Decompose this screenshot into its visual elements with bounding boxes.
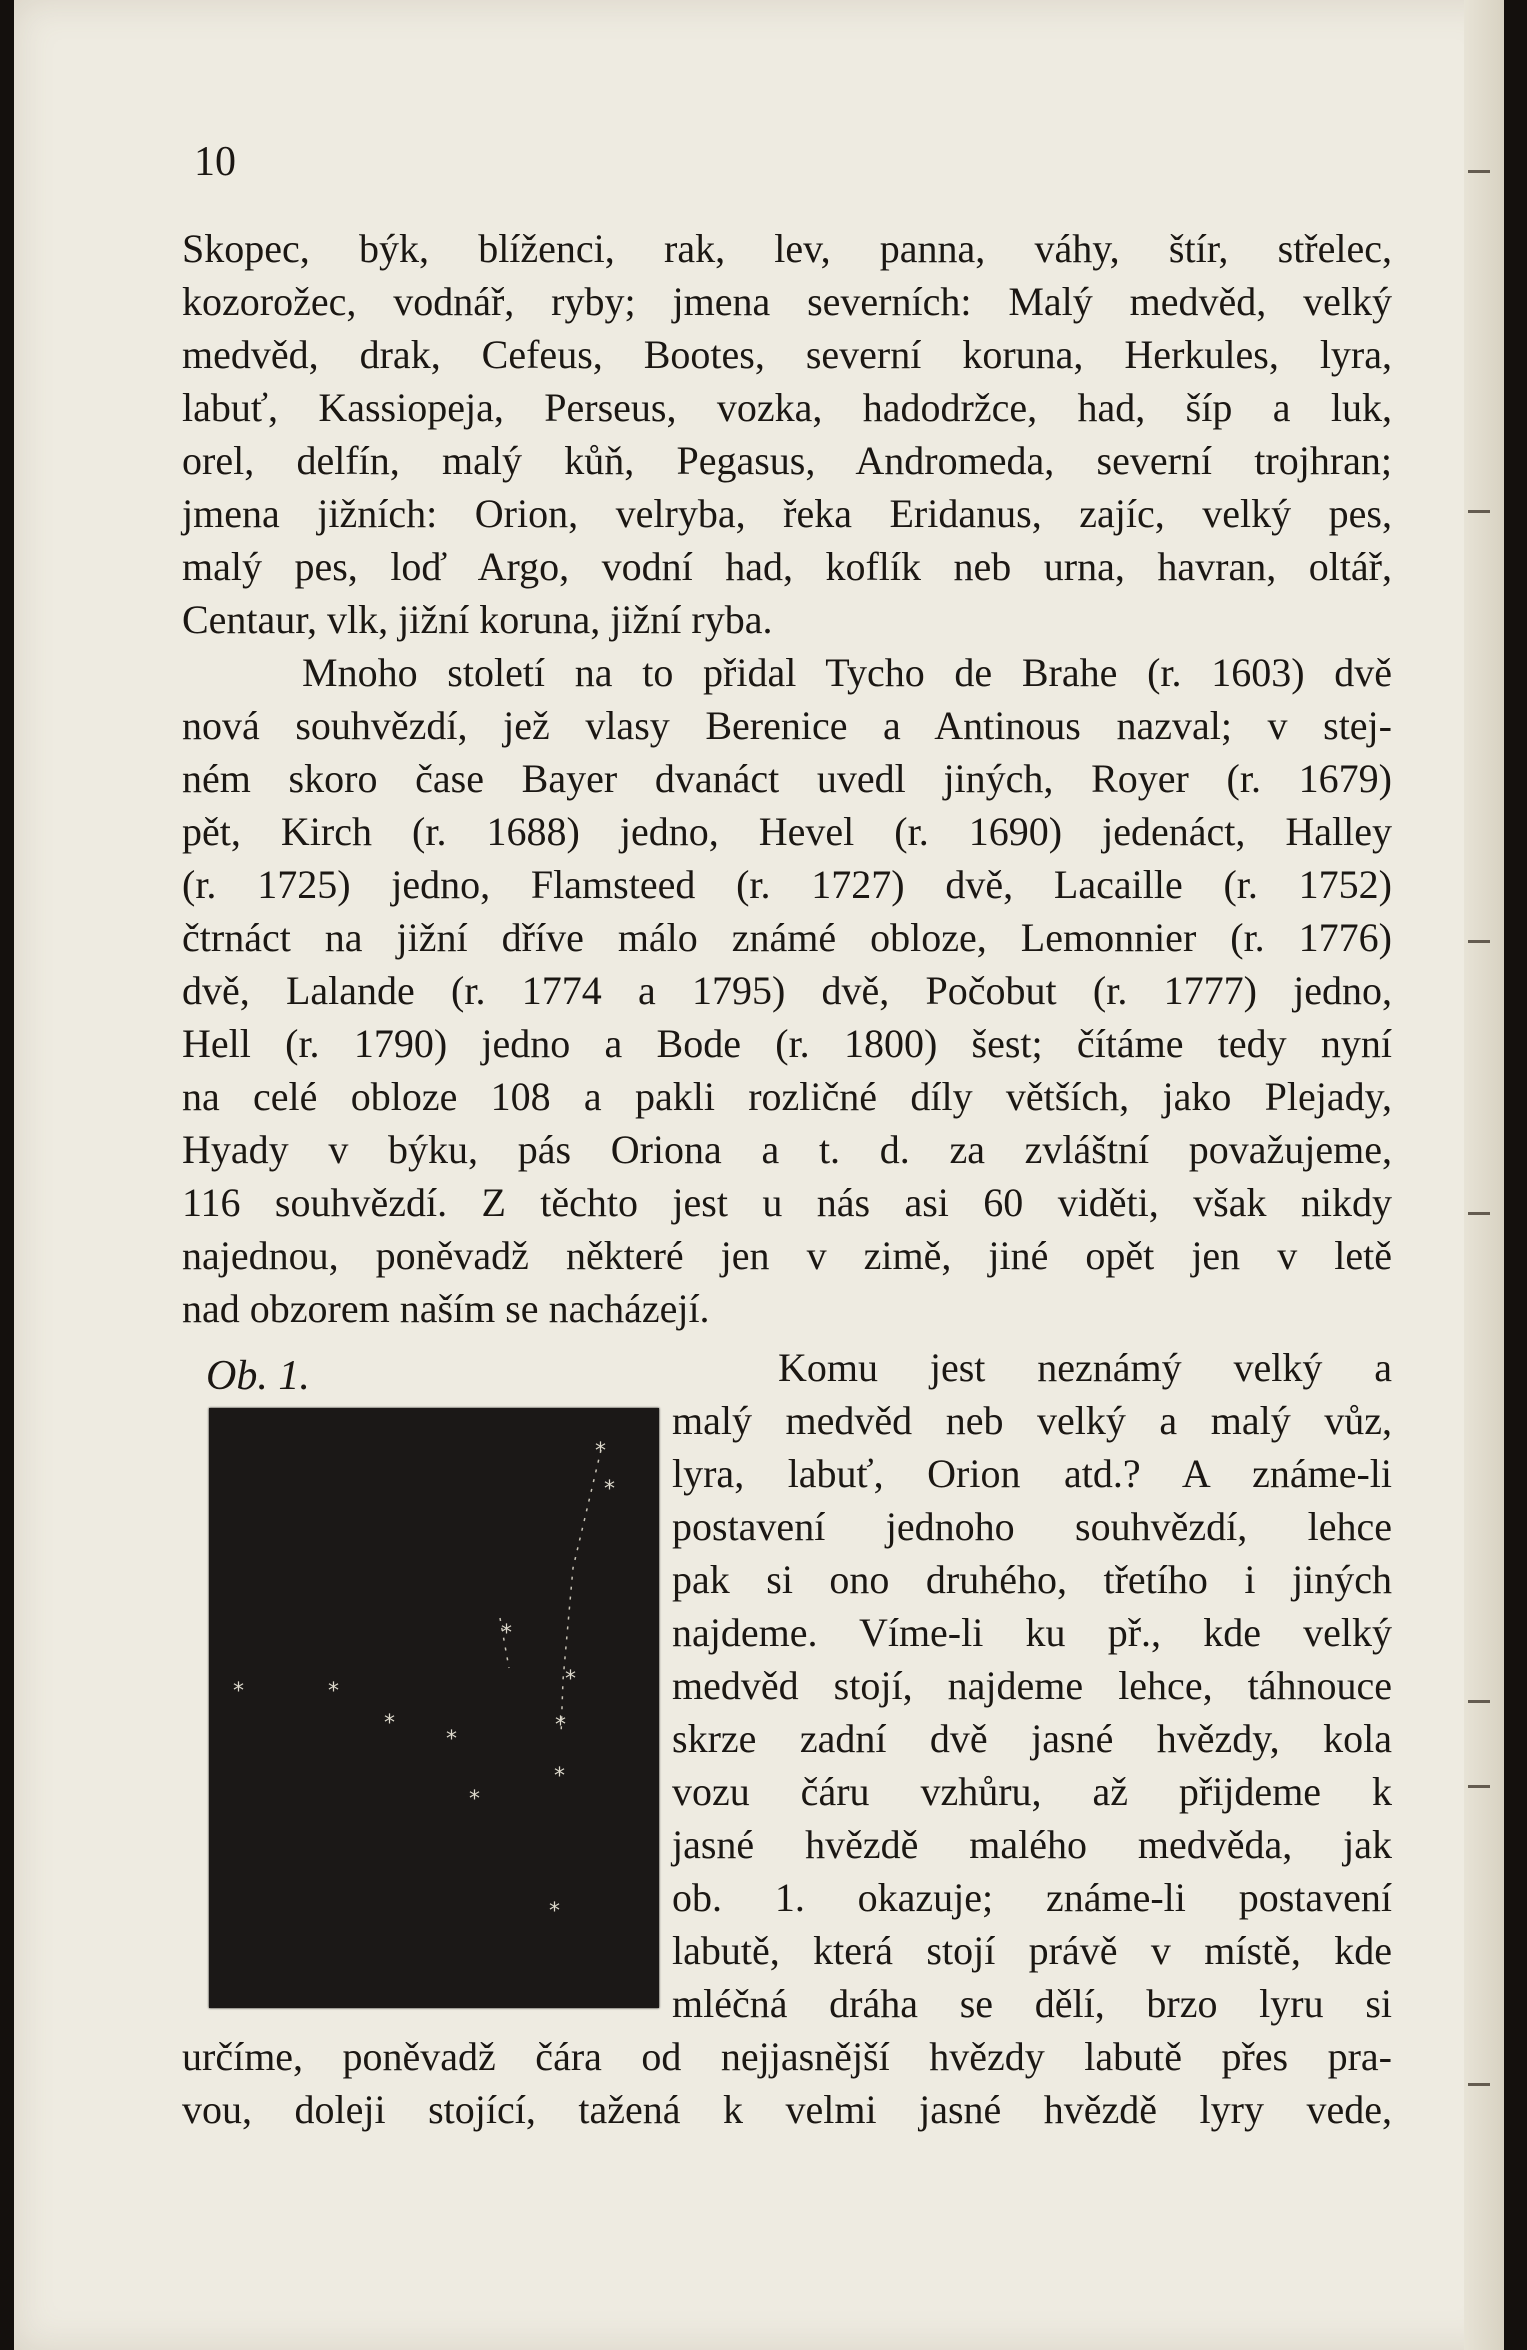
text-line: nad obzorem naším se nacházejí.	[182, 1286, 710, 1331]
text-line: medvěd, drak, Cefeus, Bootes, severní koruna, Herkules, lyra,	[182, 332, 1392, 377]
text-line: ném skoro čase Bayer dvanáct uvedl jiných, Royer (r. 1679)	[182, 756, 1392, 801]
text-line: určíme, poněvadž čára od nejjasnější hvězdy labutě přes pra-	[182, 2034, 1392, 2079]
edge-mark	[1468, 1212, 1490, 1215]
text-line: najdeme. Víme-li ku př., kde velký	[672, 1610, 1392, 1655]
star: *	[469, 1787, 480, 1812]
edge-mark	[1468, 940, 1490, 943]
text-line: postavení jednoho souhvězdí, lehce	[672, 1504, 1392, 1549]
text-line: vou, doleji stojící, tažená k velmi jasné hvězdě lyry vede,	[182, 2087, 1392, 2132]
constellation-figure	[209, 1408, 659, 2008]
text-line: na celé obloze 108 a pakli rozličné díly větších, jako Plejady,	[182, 1074, 1392, 1119]
text-line: Hell (r. 1790) jedno a Bode (r. 1800) šest; čítáme tedy nyní	[182, 1021, 1392, 1066]
text-line: Skopec, býk, blíženci, rak, lev, panna, váhy, štír, střelec,	[182, 226, 1392, 271]
edge-mark	[1468, 510, 1490, 513]
text-line: skrze zadní dvě jasné hvězdy, kola	[672, 1716, 1392, 1761]
text-line: Mnoho století na to přidal Tycho de Brahe (r. 1603) dvě	[302, 650, 1392, 695]
text-line: labutě, která stojí právě v místě, kde	[672, 1928, 1392, 1973]
text-line: jasné hvězdě malého medvěda, jak	[672, 1822, 1392, 1867]
edge-mark	[1468, 1700, 1490, 1703]
text-line: 116 souhvězdí. Z těchto jest u nás asi 60 viděti, však nikdy	[182, 1180, 1392, 1225]
text-line: lyra, labuť, Orion atd.? A známe-li	[672, 1451, 1392, 1496]
star: *	[549, 1899, 560, 1924]
star: *	[565, 1667, 576, 1692]
text-line: jmena jižních: Orion, velryba, řeka Eridanus, zajíc, velký pes,	[182, 491, 1392, 536]
text-line: dvě, Lalande (r. 1774 a 1795) dvě, Počobut (r. 1777) jedno,	[182, 968, 1392, 1013]
text-line: labuť, Kassiopeja, Perseus, vozka, hadodržce, had, šíp a luk,	[182, 385, 1392, 430]
text-line: Komu jest neznámý velký a	[778, 1345, 1392, 1390]
star: *	[446, 1727, 457, 1752]
text-line: malý medvěd neb velký a malý vůz,	[672, 1398, 1392, 1443]
text-line: najednou, poněvadž některé jen v zimě, jiné opět jen v letě	[182, 1233, 1392, 1278]
star: *	[233, 1679, 244, 1704]
text-line: mléčná dráha se dělí, brzo lyru si	[672, 1981, 1392, 2026]
book-page	[14, 0, 1504, 2350]
text-line: pak si ono druhého, třetího i jiných	[672, 1557, 1392, 1602]
constellation-drawing	[209, 1408, 659, 2008]
text-line: (r. 1725) jedno, Flamsteed (r. 1727) dvě, Lacaille (r. 1752)	[182, 862, 1392, 907]
page-edge	[1464, 0, 1504, 2350]
text-line: kozorožec, vodnář, ryby; jmena severních: Malý medvěd, velký	[182, 279, 1392, 324]
text-line: nová souhvězdí, jež vlasy Berenice a Antinous nazval; v stej-	[182, 703, 1392, 748]
edge-mark	[1468, 170, 1490, 173]
star: *	[384, 1711, 395, 1736]
text-line: pět, Kirch (r. 1688) jedno, Hevel (r. 1690) jedenáct, Halley	[182, 809, 1392, 854]
text-line: medvěd stojí, najdeme lehce, táhnouce	[672, 1663, 1392, 1708]
star: *	[328, 1679, 339, 1704]
text-line: orel, delfín, malý kůň, Pegasus, Andromeda, severní trojhran;	[182, 438, 1392, 483]
text-line: malý pes, loď Argo, vodní had, koflík neb urna, havran, oltář,	[182, 544, 1392, 589]
edge-mark	[1468, 1785, 1490, 1788]
text-line: Hyady v býku, pás Oriona a t. d. za zvláštní považujeme,	[182, 1127, 1392, 1172]
text-line: vozu čáru vzhůru, až přijdeme k	[672, 1769, 1392, 1814]
text-line: Centaur, vlk, jižní koruna, jižní ryba.	[182, 597, 773, 642]
star: *	[554, 1764, 565, 1789]
star: *	[595, 1439, 606, 1464]
figure-background	[209, 1408, 659, 2008]
text-line: čtrnáct na jižní dříve málo známé obloze, Lemonnier (r. 1776)	[182, 915, 1392, 960]
star: *	[555, 1713, 566, 1738]
page-number: 10	[194, 139, 236, 185]
edge-mark	[1468, 2083, 1490, 2086]
figure-caption: Ob. 1.	[206, 1353, 310, 1399]
star: *	[501, 1621, 512, 1646]
star: *	[604, 1477, 615, 1502]
text-line: ob. 1. okazuje; známe-li postavení	[672, 1875, 1392, 1920]
